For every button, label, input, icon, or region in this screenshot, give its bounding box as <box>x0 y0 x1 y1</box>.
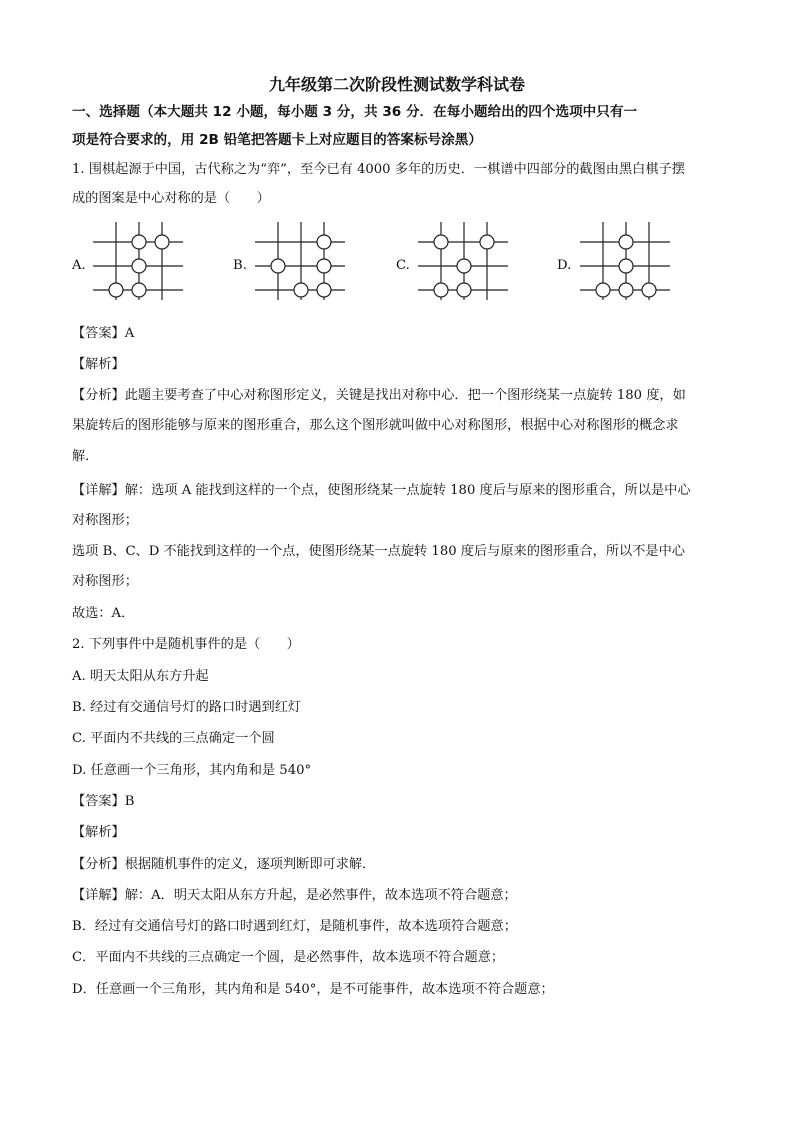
q1-analysis-heading: 【解析】 <box>72 357 125 372</box>
q2-analysis-line: 【分析】根据随机事件的定义，逐项判断即可求解． <box>72 857 376 872</box>
q1-option-b-go-diagram <box>250 218 350 302</box>
q1-analysis-line: 【详解】解：选项 A 能找到这样的一个点，使图形绕某一点旋转 180 度后与原来的图形重合，所以是中心 <box>72 483 691 498</box>
q2-option-d: D. 任意画一个三角形，其内角和是 540° <box>72 763 312 778</box>
q2-stem: 2. 下列事件中是随机事件的是（ ） <box>72 637 300 652</box>
q1-option-c-label: C. <box>396 258 410 273</box>
q2-option-a: A. 明天太阳从东方升起 <box>72 669 209 684</box>
q1-c-stone <box>457 283 471 297</box>
q1-b-stone <box>317 283 331 297</box>
q1-a-stone <box>132 283 146 297</box>
q1-option-d-label: D. <box>557 258 572 273</box>
q1-analysis-line: 对称图形； <box>72 574 138 589</box>
q1-a-stone <box>132 235 146 249</box>
q1-d-stone <box>619 283 633 297</box>
q1-stem-line-1: 1. 围棋起源于中国，古代称之为“弈”，至今已有 4000 多年的历史．一棋谱中四部分的截图由黑白棋子摆 <box>72 162 685 177</box>
q1-option-d-go-diagram <box>575 218 675 302</box>
q1-analysis-line: 选项 B、C、D 不能找到这样的一个点，使图形绕某一点旋转 180 度后与原来的图形重合，所以不是中心 <box>72 544 685 559</box>
section-heading-line-1: 一、选择题（本大题共 12 小题，每小题 3 分，共 36 分．在每小题给出的四个选项中只有一 <box>72 104 638 120</box>
q1-c-stone <box>457 259 471 273</box>
q2-option-b: B. 经过有交通信号灯的路口时遇到红灯 <box>72 700 302 715</box>
q1-d-stone <box>619 259 633 273</box>
q1-option-b-label: B. <box>233 258 247 273</box>
q1-stem-line-2: 成的图案是中心对称的是（ ） <box>72 191 270 206</box>
q1-answer: 【答案】A <box>72 326 135 341</box>
q2-analysis-line: C．平面内不共线的三点确定一个圆，是必然事件，故本选项不符合题意； <box>72 950 505 965</box>
q1-option-a-go-diagram <box>88 218 188 302</box>
q1-c-stone <box>480 235 494 249</box>
q2-analysis-line: D．任意画一个三角形，其内角和是 540°，是不可能事件，故本选项不符合题意； <box>72 982 554 997</box>
q1-c-stone <box>434 235 448 249</box>
q1-a-stone <box>155 235 169 249</box>
q1-c-stone <box>434 283 448 297</box>
q1-option-a-label: A. <box>72 258 86 273</box>
q1-a-stone <box>132 259 146 273</box>
q1-option-c-go-diagram <box>413 218 513 302</box>
q1-b-stone <box>271 259 285 273</box>
q1-b-stone <box>294 283 308 297</box>
q2-option-c: C. 平面内不共线的三点确定一个圆 <box>72 731 275 746</box>
q2-analysis-line: 【详解】解：A．明天太阳从东方升起，是必然事件，故本选项不符合题意； <box>72 888 517 903</box>
q2-analysis-line: B．经过有交通信号灯的路口时遇到红灯，是随机事件，故本选项符合题意； <box>72 919 517 934</box>
q1-b-stone <box>317 259 331 273</box>
q1-analysis-line: 对称图形； <box>72 513 138 528</box>
section-heading-line-2: 项是符合要求的，用 2B 铅笔把答题卡上对应题目的答案标号涂黑） <box>72 132 482 148</box>
q1-b-stone <box>317 235 331 249</box>
q1-analysis-line: 故选：A． <box>72 606 135 621</box>
q1-a-stone <box>109 283 123 297</box>
q1-analysis-line: 【分析】此题主要考查了中心对称图形定义，关键是找出对称中心．把一个图形绕某一点旋转 180 度，如 <box>72 388 686 403</box>
q1-analysis-line: 解． <box>72 449 99 464</box>
q1-d-stone <box>596 283 610 297</box>
page-title: 九年级第二次阶段性测试数学科试卷 <box>268 75 525 94</box>
q2-analysis-heading: 【解析】 <box>72 825 125 840</box>
q1-d-stone <box>642 283 656 297</box>
q2-answer: 【答案】B <box>72 794 135 809</box>
q1-analysis-line: 果旋转后的图形能够与原来的图形重合，那么这个图形就叫做中心对称图形，根据中心对称图形的概念求 <box>72 418 679 433</box>
q1-d-stone <box>619 235 633 249</box>
